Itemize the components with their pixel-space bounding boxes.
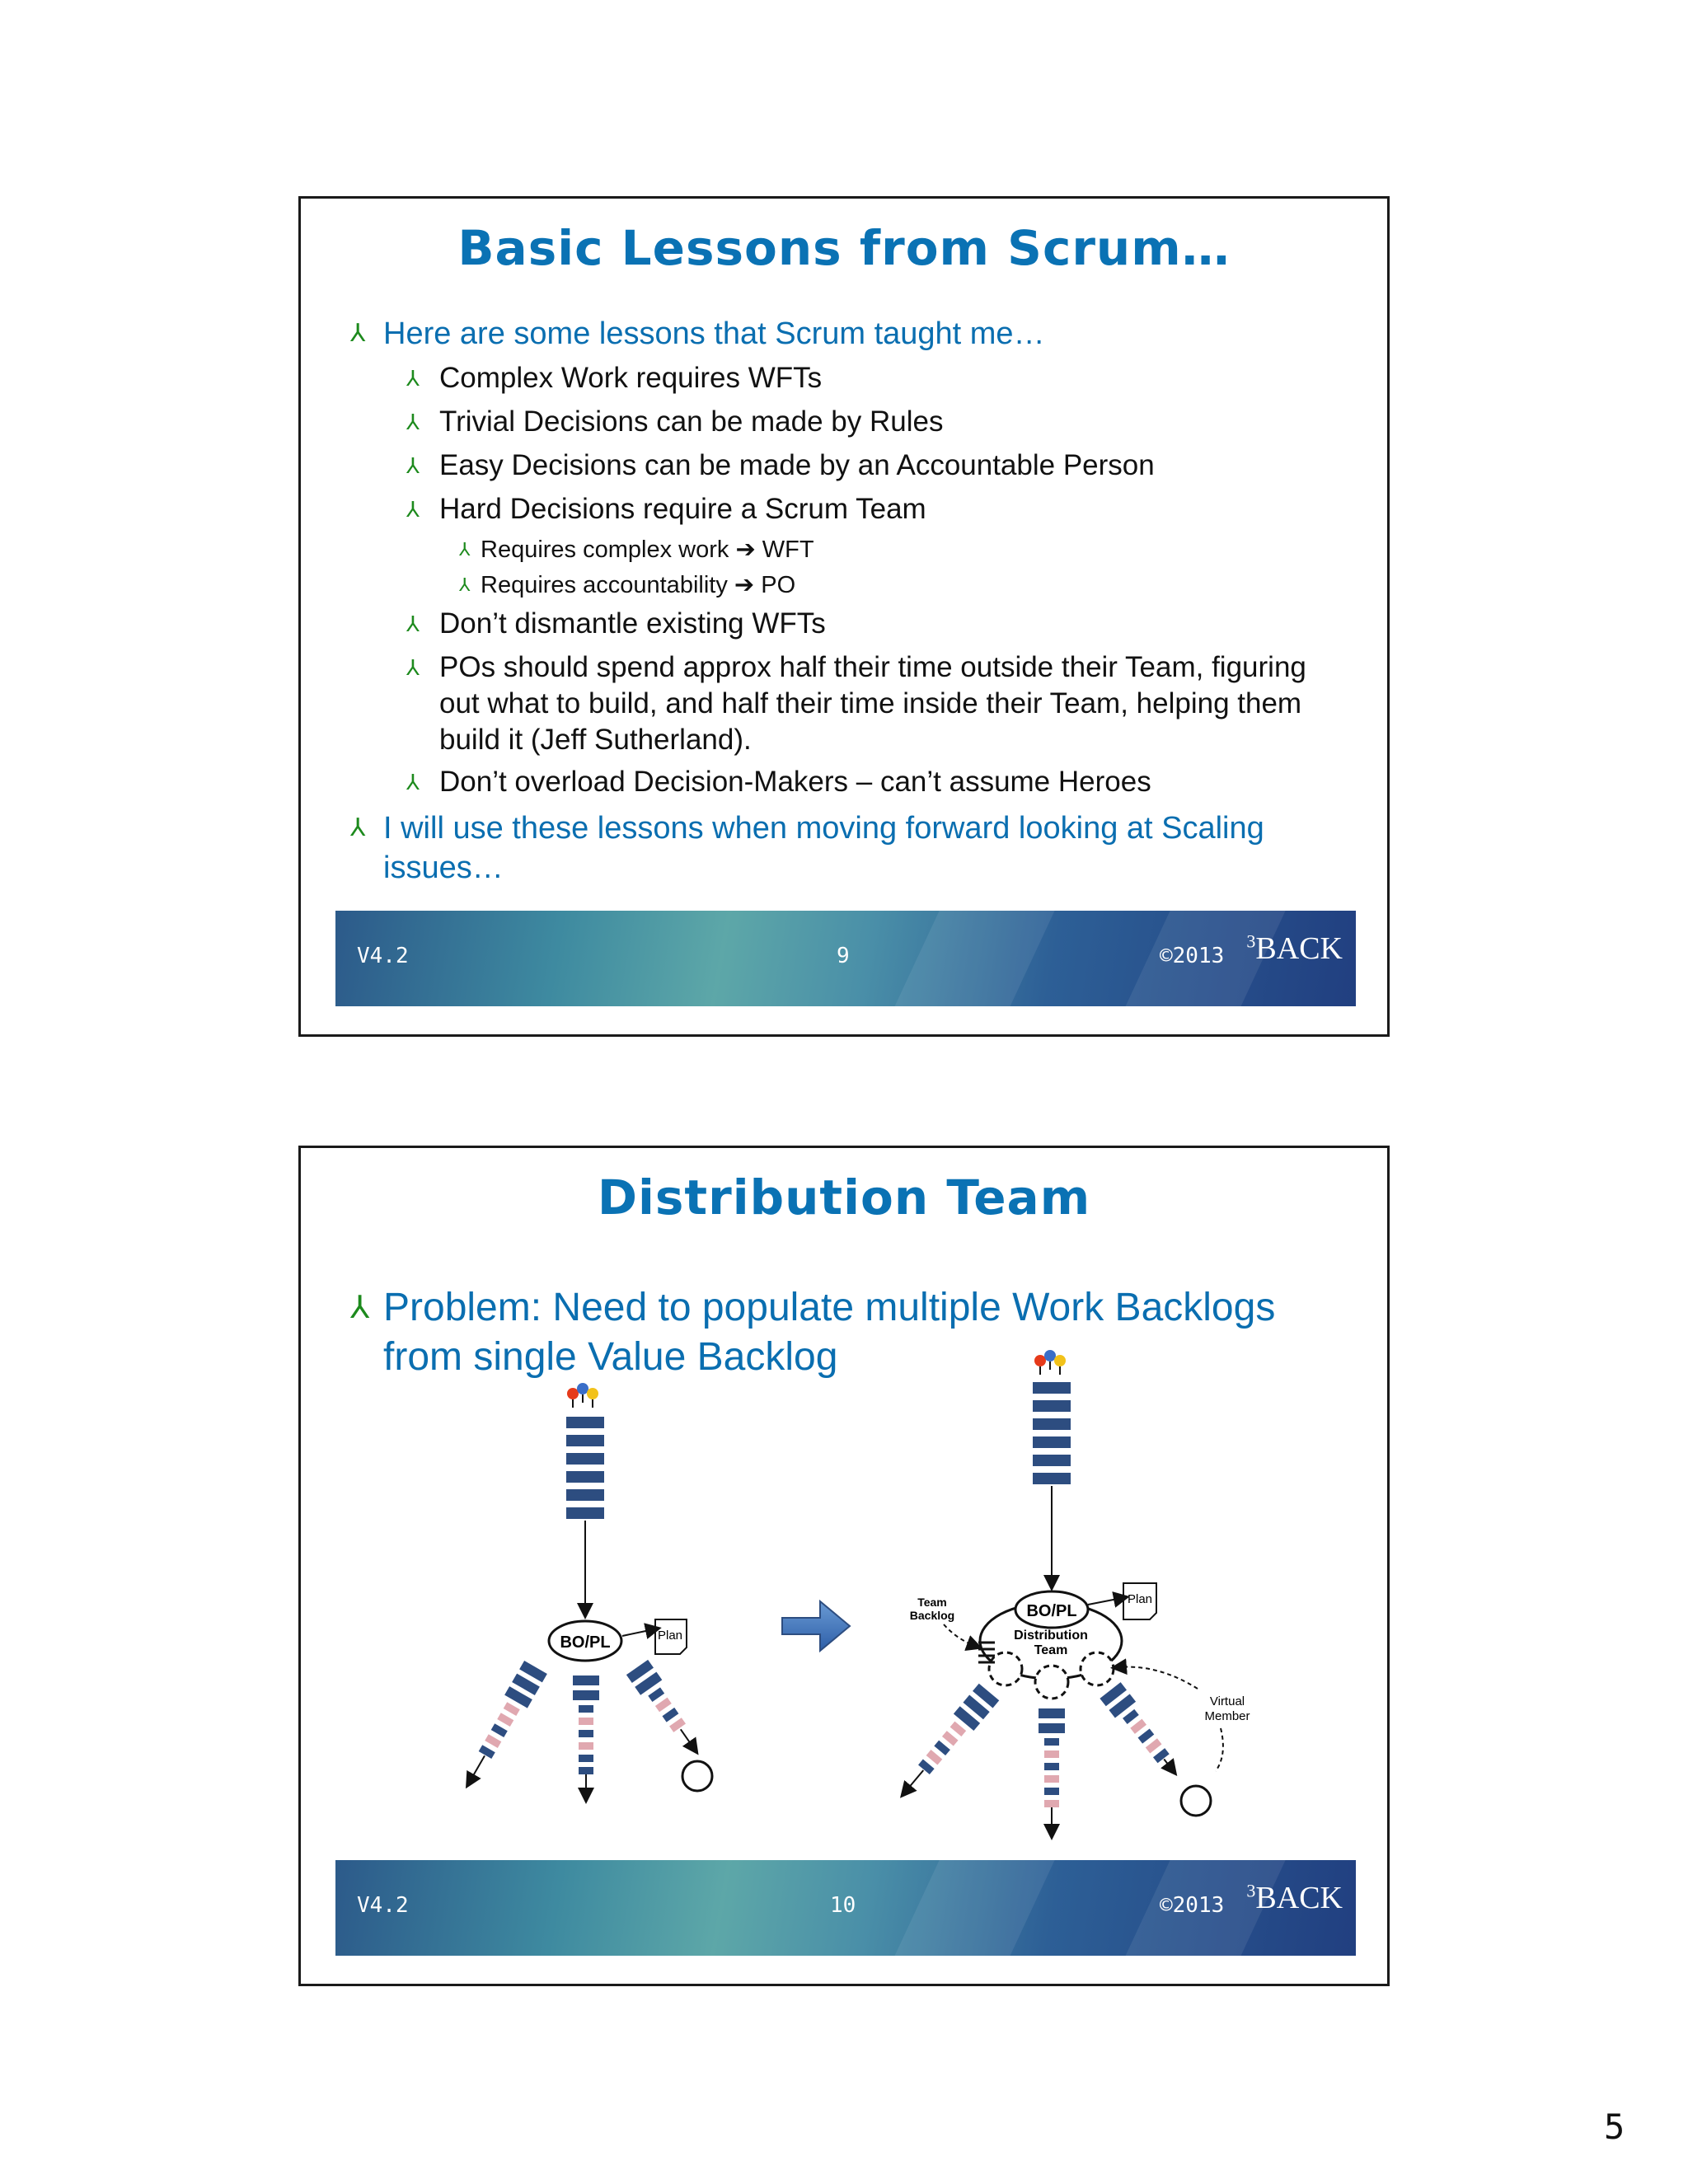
slide-distribution-team [298,1146,1390,1986]
sub-bullet: ⅄ Hard Decisions require a Scrum Team [406,491,1329,527]
svg-text:Plan: Plan [657,1629,683,1643]
svg-text:Member: Member [1204,1709,1250,1723]
people-icon [567,1383,598,1408]
single-team-diagram [458,1383,712,1796]
svg-text:Plan: Plan [1127,1592,1153,1606]
work-backlog-right [1100,1682,1211,1816]
work-backlog-center [573,1675,599,1796]
plan-document-icon [1123,1583,1156,1619]
distribution-team-diagram [301,1148,1387,1984]
bullet-marker-icon: ⅄ [350,814,366,841]
work-backlog-right [626,1660,712,1791]
empty-team-member-icon [682,1761,712,1791]
page-number: 5 [1604,2107,1625,2147]
slide-footer [335,1860,1356,1956]
footer-page: 10 [830,1893,856,1918]
bullet-marker-icon: ⅄ [406,497,420,522]
sub-bullet: ⅄ Easy Decisions can be made by an Accountable Person [406,448,1329,484]
footer-copyright: ©2013 [1160,1893,1225,1918]
bullet-marker-icon: ⅄ [350,1291,370,1325]
value-backlog [1033,1382,1071,1484]
footer-page: 9 [837,944,850,968]
bullet-scaling: ⅄ I will use these lessons when moving forward looking at Scaling issues… [350,808,1273,888]
sub-sub-bullet: ⅄ Requires complex work ➔ WFT [459,533,814,566]
sub-bullet: ⅄ Trivial Decisions can be made by Rules [406,404,1329,440]
work-backlog-center [1039,1708,1065,1832]
work-backlog-left [458,1661,547,1788]
svg-text:BO/PL: BO/PL [560,1633,611,1652]
bullet-lessons-intro: ⅄ Here are some lessons that Scrum taught me… [350,314,1045,354]
footer-copyright: ©2013 [1160,944,1225,968]
bullet-marker-icon: ⅄ [350,320,366,347]
virtual-member-slot [1035,1666,1068,1699]
bullet-marker-icon: ⅄ [459,539,471,560]
3back-logo: $^3$BACK [1246,1880,1343,1915]
slide-footer [335,911,1356,1006]
people-icon [1034,1350,1066,1375]
sub-sub-bullet: ⅄ Requires accountability ➔ PO [459,569,795,602]
svg-text:Backlog: Backlog [909,1609,955,1622]
bullet-marker-icon: ⅄ [406,366,420,391]
3back-logo: $^3$BACK [1246,930,1343,966]
bullet-marker-icon: ⅄ [406,453,420,478]
svg-text:Team: Team [917,1596,947,1609]
sub-bullet: ⅄ Don’t overload Decision-Makers – can’t assume Heroes [406,764,1329,800]
slide-basic-lessons [298,196,1390,1037]
svg-text:Virtual: Virtual [1209,1694,1245,1708]
slide-title: Distribution Team [597,1169,1091,1226]
bullet-marker-icon: ⅄ [406,410,420,434]
bullet-problem: ⅄ Problem: Need to populate multiple Work Backlogs from single Value Backlog [350,1283,1339,1382]
sub-bullet: ⅄ Don’t dismantle existing WFTs [406,606,1329,642]
svg-text:Distribution: Distribution [1014,1629,1088,1643]
bullet-marker-icon: ⅄ [406,655,420,680]
slide-title: Basic Lessons from Scrum… [457,220,1231,276]
bullet-marker-icon: ⅄ [406,770,420,794]
distribution-team-model [895,1350,1250,1832]
value-backlog [566,1417,604,1519]
bullet-marker-icon: ⅄ [459,574,471,595]
svg-text:BO/PL: BO/PL [1026,1602,1077,1620]
bullet-marker-icon: ⅄ [406,612,420,636]
plan-document-icon [655,1619,687,1654]
work-backlog-left [895,1684,999,1801]
right-arrow-icon [782,1601,850,1651]
svg-text:Team: Team [1034,1643,1068,1657]
sub-bullet: ⅄ Complex Work requires WFTs [406,360,1329,396]
sub-bullet: ⅄ POs should spend approx half their time outside their Team, figuring out what to build, and half their time inside their Team, helping them build it (Jeff Sutherland). [406,651,1306,756]
virtual-member-icon [1181,1786,1211,1816]
virtual-member-slot [989,1652,1022,1685]
footer-version: V4.2 [357,1893,409,1918]
virtual-member-slot [1081,1652,1114,1685]
footer-version: V4.2 [357,944,409,968]
